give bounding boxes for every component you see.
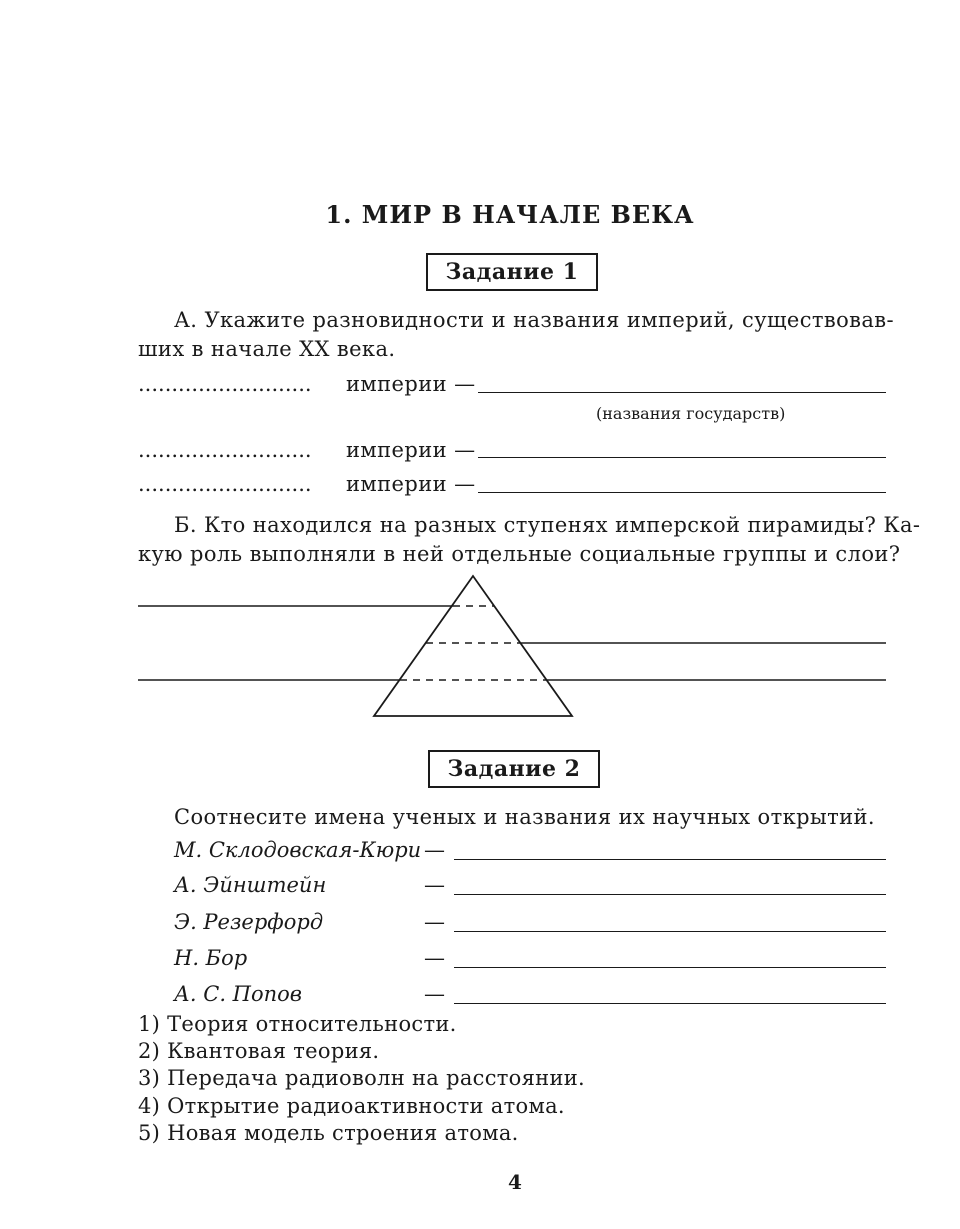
- dash: —: [424, 838, 445, 862]
- scientist-name: А. С. Попов: [174, 982, 303, 1006]
- task1-part-a-line2: ших в начале XX века.: [138, 337, 396, 361]
- empire-type-blank-1[interactable]: ..........................: [138, 372, 312, 396]
- task2-instruction: Соотнесите имена ученых и названия их научных открытий.: [174, 805, 875, 829]
- dash: —: [424, 873, 445, 897]
- dash: —: [424, 910, 445, 934]
- empire-names-line-2[interactable]: [478, 457, 886, 458]
- discovery-item: 1) Теория относительности.: [138, 1012, 457, 1036]
- page-number: 4: [508, 1170, 522, 1194]
- dash: —: [424, 946, 445, 970]
- discovery-answer-line[interactable]: [454, 859, 886, 860]
- discovery-answer-line[interactable]: [454, 967, 886, 968]
- scientist-name: Э. Резерфорд: [174, 910, 324, 934]
- task1-part-b-line2: кую роль выполняли в ней отдельные социальные группы и слои?: [138, 542, 901, 566]
- empire-names-line-3[interactable]: [478, 492, 886, 493]
- empires-word-3: империи —: [346, 472, 476, 496]
- pyramid-triangle: [374, 576, 572, 716]
- discovery-item: 4) Открытие радиоактивности атома.: [138, 1094, 565, 1118]
- scientist-name: М. Склодовская-Кюри: [174, 838, 422, 862]
- task1-label: Задание 1: [426, 253, 598, 291]
- discovery-answer-line[interactable]: [454, 894, 886, 895]
- empire-names-line-1[interactable]: [478, 392, 886, 393]
- discovery-item: 3) Передача радиоволн на расстоянии.: [138, 1066, 586, 1090]
- task2-label: Задание 2: [428, 750, 600, 788]
- chapter-title: 1. МИР В НАЧАЛЕ ВЕКА: [325, 200, 695, 229]
- discovery-item: 2) Квантовая теория.: [138, 1039, 380, 1063]
- discovery-answer-line[interactable]: [454, 931, 886, 932]
- empires-word-1: империи —: [346, 372, 476, 396]
- scientist-name: А. Эйнштейн: [174, 873, 327, 897]
- empire-pyramid-diagram: [130, 570, 896, 725]
- scientist-name: Н. Бор: [174, 946, 248, 970]
- task1-part-a-line1: А. Укажите разновидности и названия империй, существовав-: [174, 308, 895, 332]
- empires-word-2: империи —: [346, 438, 476, 462]
- empire-type-blank-3[interactable]: ..........................: [138, 472, 312, 496]
- discovery-item: 5) Новая модель строения атома.: [138, 1121, 519, 1145]
- discovery-answer-line[interactable]: [454, 1003, 886, 1004]
- states-names-hint: (названия государств): [596, 404, 786, 423]
- task1-part-b-line1: Б. Кто находился на разных ступенях имперской пирамиды? Ка-: [174, 513, 921, 537]
- empire-type-blank-2[interactable]: ..........................: [138, 438, 312, 462]
- dash: —: [424, 982, 445, 1006]
